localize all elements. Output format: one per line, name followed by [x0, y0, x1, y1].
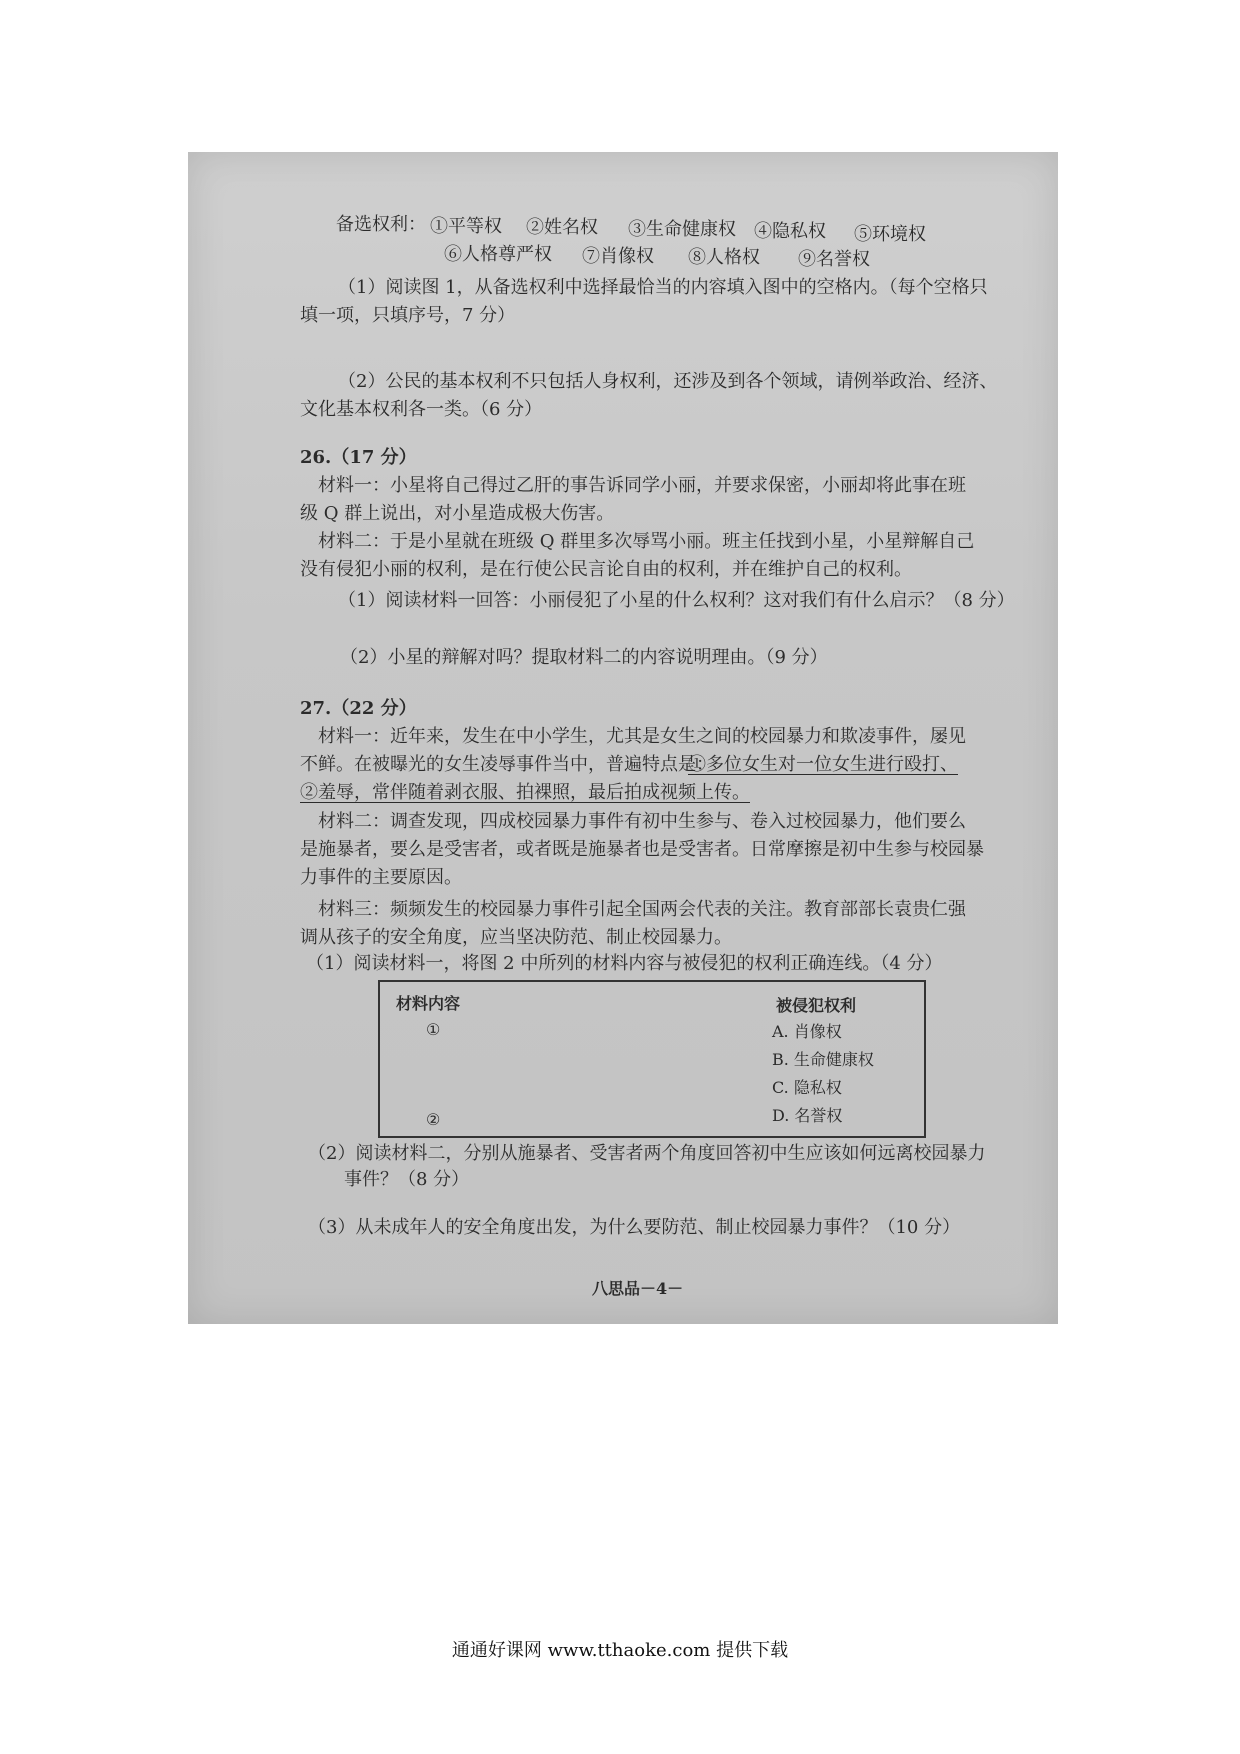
question-26-1: （1）阅读材料一回答：小丽侵犯了小星的什么权利？这对我们有什么启示？（8 分）: [338, 590, 1015, 611]
material-27-3-line2: 调从孩子的安全角度，应当坚决防范、制止校园暴力。: [300, 927, 732, 948]
option-item: ②姓名权: [526, 217, 598, 238]
question-25-2-line2: 文化基本权利各一类。（6 分）: [300, 399, 543, 420]
option-item: ⑨名誉权: [798, 249, 870, 270]
site-download-note: 通通好课网 www.tthaoke.com 提供下载: [451, 1640, 789, 1661]
question-25-1-line2: 填一项，只填序号，7 分）: [300, 305, 516, 326]
material-27-1-line2a: 不鲜。在被曝光的女生凌辱事件当中，普遍特点是：: [300, 754, 714, 775]
material-27-1-underlined-2: ②羞辱，常伴随着剥衣服、拍裸照，最后拍成视频上传。: [300, 782, 750, 803]
material-27-2-line2: 是施暴者，要么是受害者，或者既是施暴者也是受害者。日常摩擦是初中生参与校园暴: [300, 839, 984, 860]
question-26-2: （2）小星的辩解对吗？提取材料二的内容说明理由。（9 分）: [340, 647, 828, 668]
option-item: ⑦肖像权: [582, 246, 654, 267]
page-footer: 八思品－4－: [592, 1279, 684, 1298]
question-25-1-line1: （1）阅读图 1，从备选权利中选择最恰当的内容填入图中的空格内。（每个空格只: [338, 277, 988, 298]
options-label: 备选权利：: [336, 214, 426, 235]
question-27-3: （3）从未成年人的安全角度出发，为什么要防范、制止校园暴力事件？（10 分）: [308, 1217, 961, 1238]
table-right-header: 被侵犯权利: [776, 996, 857, 1015]
material-26-1-line2: 级 Q 群上说出，对小星造成极大伤害。: [300, 503, 615, 524]
option-item: ③生命健康权: [628, 219, 736, 240]
option-item: ⑤环境权: [854, 224, 926, 245]
material-27-1-line1: 材料一：近年来，发生在中小学生，尤其是女生之间的校园暴力和欺凌事件，屡见: [318, 726, 966, 747]
option-item: ⑥人格尊严权: [444, 244, 552, 265]
question-27-1: （1）阅读材料一，将图 2 中所列的材料内容与被侵犯的权利正确连线。（4 分）: [306, 953, 943, 974]
material-27-2-line3: 力事件的主要原因。: [300, 867, 462, 888]
material-27-2-line1: 材料二：调查发现，四成校园暴力事件有初中生参与、卷入过校园暴力，他们要么: [318, 811, 966, 832]
option-item: ④隐私权: [754, 221, 826, 242]
material-27-1-underlined-1: ①多位女生对一位女生进行殴打、: [688, 754, 958, 775]
matching-table: [378, 980, 926, 1138]
material-26-2-line1: 材料二：于是小星就在班级 Q 群里多次辱骂小丽。班主任找到小星，小星辩解自己: [318, 531, 975, 552]
question-27-heading: 27.（22 分）: [300, 698, 417, 719]
option-item: ①平等权: [430, 216, 502, 237]
exam-page-photo: [188, 152, 1058, 1324]
table-left-item: ②: [426, 1110, 441, 1129]
table-right-item: D. 名誉权: [772, 1106, 843, 1125]
material-26-2-line2: 没有侵犯小丽的权利，是在行使公民言论自由的权利，并在维护自己的权利。: [300, 559, 912, 580]
table-right-item: C. 隐私权: [772, 1078, 842, 1097]
table-right-item: B. 生命健康权: [772, 1050, 874, 1069]
table-left-item: ①: [426, 1020, 441, 1039]
table-right-item: A. 肖像权: [772, 1022, 842, 1041]
question-26-heading: 26.（17 分）: [300, 447, 417, 468]
option-item: ⑧人格权: [688, 247, 760, 268]
material-27-3-line1: 材料三：频频发生的校园暴力事件引起全国两会代表的关注。教育部部长袁贵仁强: [318, 899, 966, 920]
table-left-header: 材料内容: [396, 994, 461, 1013]
question-27-2-line2: 事件？（8 分）: [344, 1169, 470, 1190]
question-25-2-line1: （2）公民的基本权利不只包括人身权利，还涉及到各个领域，请例举政治、经济、: [338, 371, 998, 392]
question-27-2-line1: （2）阅读材料二，分别从施暴者、受害者两个角度回答初中生应该如何远离校园暴力: [308, 1143, 986, 1164]
material-26-1-line1: 材料一：小星将自己得过乙肝的事告诉同学小丽，并要求保密，小丽却将此事在班: [318, 475, 966, 496]
